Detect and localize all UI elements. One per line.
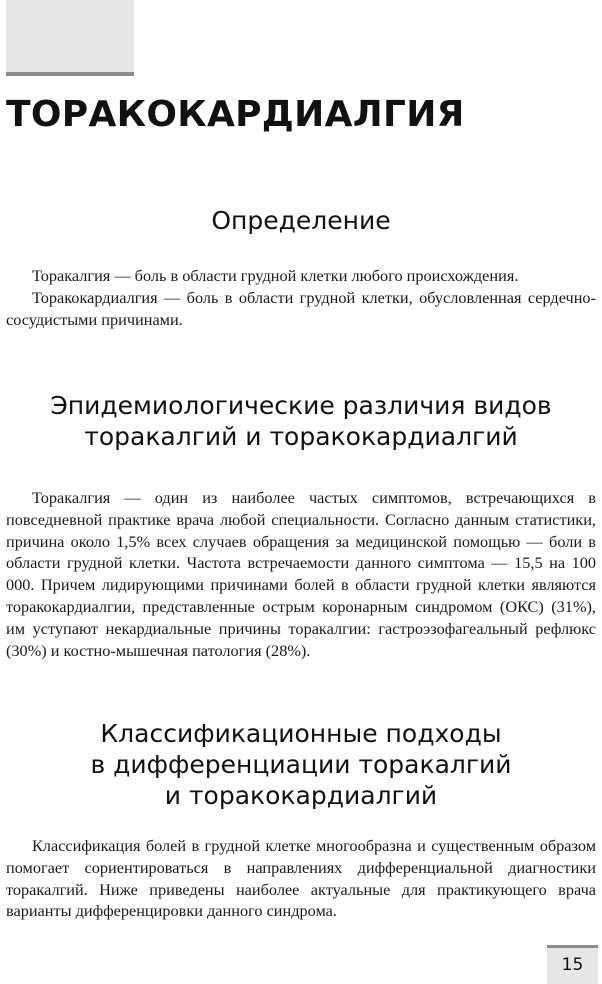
corner-rule: [6, 72, 134, 76]
heading-line: и торакокардиалгий: [164, 781, 438, 810]
section-body-classification: [6, 835, 596, 922]
section-body-epidemiology: [6, 487, 596, 661]
heading-line: Эпидемиологические различия видов: [50, 391, 552, 420]
section-heading-definition: [0, 205, 602, 236]
chapter-title: ТОРАКОКАРДИАЛГИЯ: [6, 94, 465, 135]
page-number: 15: [547, 945, 598, 984]
section-heading-epidemiology: [0, 390, 602, 452]
paragraph: Торакалгия — один из наиболее частых симптомов, встречающихся в повседневной практике врача любой специальности. Согласно данным статистики, причина около 1,5% всех случаев обращения за медицинской помощью — боли в области грудной клетки. Частота встречаемости данного симптома — 15,5 на 100 000. Причем лидирующими причинами болей в области грудной клетки являются торакокардиалгии, представленные острым коронарным синдромом (ОКС) (31%), им уступают некардиальные причины торакалгии: гастроэзофагеальный рефлюкс (30%) и костно-мышечная патология (28%).: [6, 488, 596, 660]
heading-line: в дифференциации торакалгий: [90, 750, 512, 779]
section-heading-classification: [0, 718, 602, 811]
heading-line: Классификационные подходы: [100, 719, 502, 748]
corner-decoration: [6, 0, 134, 72]
paragraph: Торакокардиалгия — боль в области грудной клетки, обусловленная сердечно-сосудистыми причинами.: [6, 287, 596, 329]
section-body-definition: [6, 265, 596, 330]
heading-line: Определение: [211, 206, 391, 235]
heading-line: торакалгий и торакокардиалгий: [84, 422, 518, 451]
paragraph: Классификация болей в грудной клетке многообразна и существенным образом помогает сориентироваться в направлениях дифференциальной диагностики торакалгий. Ниже приведены наиболее актуальные для практикующего врача варианты дифференцировки данного синдрома.: [6, 836, 596, 921]
paragraph: Торакалгия — боль в области грудной клетки любого происхождения.: [32, 266, 519, 285]
